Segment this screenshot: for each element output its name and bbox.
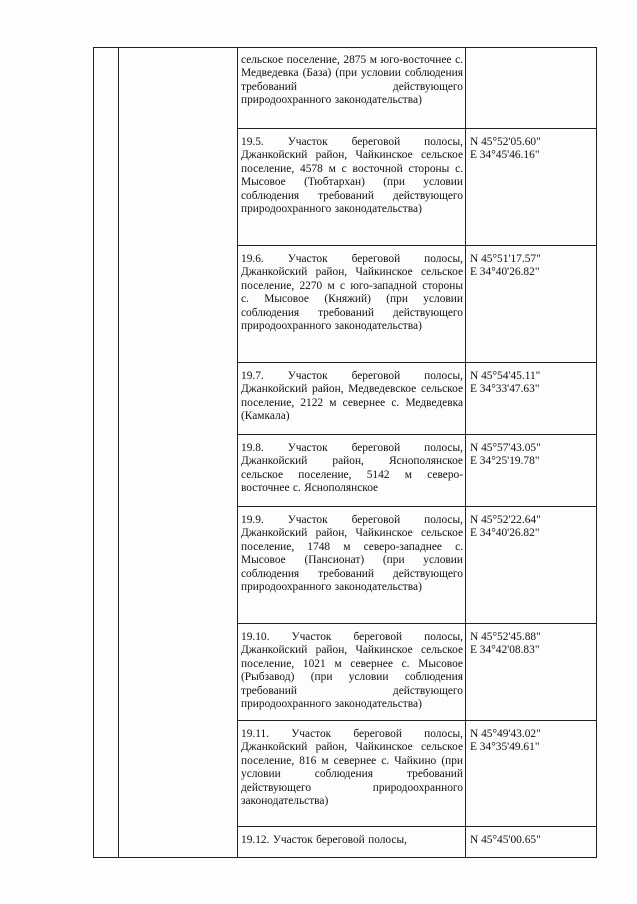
site-description-cell — [238, 363, 466, 435]
table-row — [94, 48, 597, 129]
longitude: E 34°40'26.82" — [470, 527, 540, 540]
site-description-cell — [238, 827, 466, 858]
site-description: 19.8. Участок береговой полосы, Джанкойский район, Яснополянское сельское поселение, 5142 м северо-восточнее с. Яснополянское — [241, 442, 463, 495]
coordinates — [466, 721, 596, 755]
site-description: 19.7. Участок береговой полосы, Джанкойский район, Медведевское сельское поселение, 2122 м севернее с. Медведевка (Камкала) — [241, 370, 463, 423]
latitude: N 45°52'45.88" — [470, 631, 541, 643]
coordinates-cell — [466, 721, 597, 827]
number-column — [94, 48, 119, 858]
name-column — [119, 48, 238, 858]
site-description-cell — [238, 721, 466, 827]
coordinates-cell — [466, 507, 597, 624]
latitude: N 45°52'22.64" — [470, 514, 541, 526]
site-description: 19.5. Участок береговой полосы, Джанкойский район, Чайкинское сельское поселение, 4578 м с восточной стороны с. Мысовое (Тюбтархан) (при условии соблюдения требований действующего природоохранного законодательства) — [241, 136, 463, 216]
coordinates — [466, 246, 596, 280]
coordinates — [466, 435, 596, 469]
longitude: E 34°25'19.78" — [470, 455, 540, 468]
site-description-cell — [238, 48, 466, 129]
coordinates-cell — [466, 435, 597, 507]
coordinates-cell — [466, 827, 597, 858]
latitude: N 45°51'17.57" — [470, 253, 541, 265]
latitude: N 45°52'05.60" — [470, 136, 541, 148]
site-description-cell — [238, 246, 466, 363]
site-description-cell — [238, 624, 466, 721]
latitude: N 45°45'00.65" — [470, 834, 541, 846]
site-description: 19.9. Участок береговой полосы, Джанкойский район, Чайкинское сельское поселение, 1748 м северо-западнее с. Мысовое (Пансионат) (при условии соблюдения требований действующего природоохранного законодательства) — [241, 514, 463, 594]
latitude: N 45°57'43.05" — [470, 442, 541, 454]
longitude: E 34°45'46.16" — [470, 149, 540, 162]
coordinates — [466, 827, 596, 847]
coordinates-cell — [466, 624, 597, 721]
coordinates-cell — [466, 246, 597, 363]
site-description: 19.6. Участок береговой полосы, Джанкойский район, Чайкинское сельское поселение, 2270 м с юго-западной стороны с. Мысовое (Княжий) (при условии соблюдения требований действующего природоохранного законодательства) — [241, 253, 463, 333]
latitude: N 45°49'43.02" — [470, 728, 541, 740]
longitude: E 34°40'26.82" — [470, 266, 540, 279]
longitude: E 34°35'49.61" — [470, 741, 540, 754]
site-description: 19.12. Участок береговой полосы, — [241, 834, 407, 846]
coordinates — [466, 48, 596, 55]
site-description-cell — [238, 129, 466, 246]
latitude: N 45°54'45.11" — [470, 370, 541, 382]
beach-sites-table — [93, 47, 597, 858]
site-description-cell — [238, 435, 466, 507]
coordinates-cell — [466, 363, 597, 435]
coordinates — [466, 129, 596, 163]
site-description: 19.10. Участок береговой полосы, Джанкойский район, Чайкинское сельское поселение, 1021 м севернее с. Мысовое (Рыбзавод) (при условии соблюдения требований действующего природоохранного законодательства) — [241, 631, 463, 711]
coordinates-cell — [466, 129, 597, 246]
coordinates — [466, 363, 596, 397]
coordinates — [466, 507, 596, 541]
site-description-cell — [238, 507, 466, 624]
site-description: сельское поселение, 2875 м юго-восточнее с. Медведевка (База) (при условии соблюдения требований действующего природоохранного законодательства) — [241, 54, 463, 107]
site-description: 19.11. Участок береговой полосы, Джанкойский район, Чайкинское сельское поселение, 816 м севернее с. Чайкино (при условии соблюдения требований действующего природоохранного законодательства) — [241, 728, 463, 808]
longitude: E 34°33'47.63" — [470, 383, 540, 396]
coordinates — [466, 624, 596, 658]
coordinates-cell — [466, 48, 597, 129]
longitude: E 34°42'08.83" — [470, 644, 540, 657]
